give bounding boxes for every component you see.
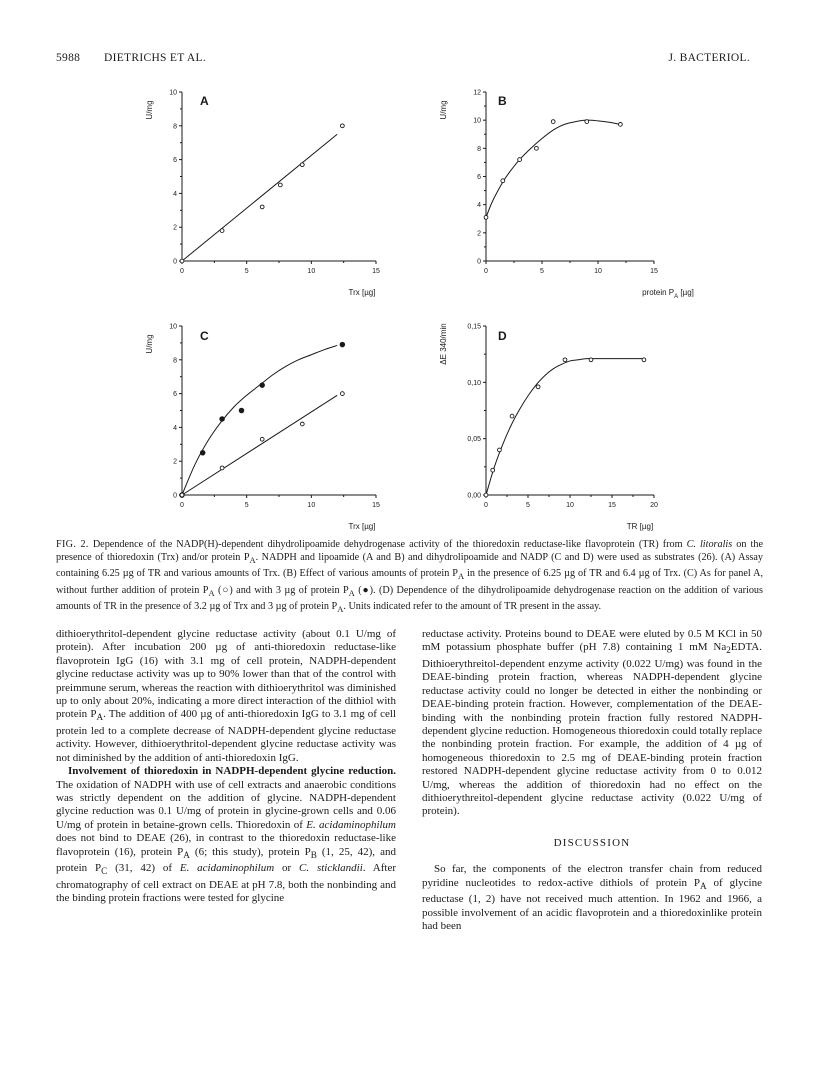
x-tick-label: 15	[372, 268, 380, 275]
running-head-journal: J. BACTERIOL.	[668, 52, 750, 64]
x-tick-label: 10	[307, 502, 316, 509]
x-tick-label: 5	[540, 268, 544, 275]
y-tick-label: 4	[477, 202, 481, 210]
y-tick-label: 0,05	[467, 436, 481, 444]
y-tick-label: 2	[173, 458, 177, 466]
chart-panel-a	[140, 80, 390, 305]
data-point-open	[278, 183, 282, 187]
x-tick-label: 0	[180, 502, 184, 509]
x-tick-label: 15	[608, 502, 616, 509]
chart-panel-c	[140, 312, 390, 537]
data-point-open	[536, 385, 540, 389]
paragraph: Involvement of thioredoxin in NADPH-dependent glycine reduction. The oxidation of NADPH with use of cell extracts and anaerobic conditions was strictly dependent on the addition of glycine. NADPH-dependent glycine reduction was 0.1 U/mg of protein in glycine-grown cells and 0.06 U/mg of protein in betaine-grown cells. Thioredoxin of E. acidaminophilum does not bind to DEAE (26), in contrast to the thioredoxin reductase-like flavoprotein (16), protein $P_A$ (6; this study), protein $P_B$ (1, 25, 42), and protein $P_C$ (31, 42) of E. acidaminophilum or C. sticklandii. After chromatography of cell extract on DEAE at pH 7.8, both the nonbinding and the binding protein fractions were tested for glycine	[56, 765, 396, 905]
data-point-open	[300, 422, 304, 426]
x-tick-label: 15	[650, 268, 658, 275]
body-column-right	[422, 628, 762, 934]
section-run-in-heading: Involvement of thioredoxin in NADPH-dependent glycine reduction.	[68, 765, 396, 778]
figure-caption: FIG. 2. Dependence of the NADP(H)-dependent dihydrolipoamide dehydrogenase activity of the thioredoxin reductase-like flavoprotein (TR) from C. litoralis on the presence of thioredoxin (Trx) and/or protein $P_A$. NADPH and lipoamide (A and B) and dihydrolipoamide and NADP (C and D) were used as substrates (26). (A) Assay containing 6.25 µg of TR and various amounts of Trx. (B) Effect of various amounts of protein $P_A$ in the presence of 6.25 µg of TR and 6.4 µg of Trx. (C) As for panel A, without further addition of protein $P_A$ (○) and with 3 µg of protein $P_A$ (●). (D) Dependence of the dihydrolipoamide dehydrogenase reaction on the addition of various amounts of TR in the presence of 3.2 µg of Trx and 3 µg of protein $P_A$. Units indicated refer to the amount of TR present in the assay.	[56, 539, 763, 614]
x-tick-label: 0	[484, 502, 488, 509]
section-heading-discussion: DISCUSSION	[553, 836, 631, 849]
x-tick-label: 5	[244, 268, 249, 275]
y-tick-label: 2	[173, 224, 177, 232]
data-point-open	[535, 146, 539, 150]
data-point-open	[260, 205, 264, 209]
data-point-filled	[260, 383, 265, 388]
y-tick-label: 4	[173, 424, 177, 432]
axes	[179, 92, 376, 264]
data-point-open	[340, 124, 344, 128]
fit-line	[182, 134, 337, 261]
y-axis-label: U/mg	[145, 100, 154, 120]
data-point-open	[589, 358, 593, 362]
y-tick-label: 0	[173, 492, 177, 500]
y-tick-label: 0	[477, 258, 481, 266]
x-tick-label: 5	[244, 502, 249, 509]
paragraph: reductase activity. Proteins bound to DEAE were eluted by 0.5 M KCl in 50 mM potassium phosphate buffer (pH 7.8) containing 1 mM $Na_2EDTA$. Dithioerythreitol-dependent enzyme activity (0.022 U/mg) was found in the DEAE-binding protein fraction, whereas NADPH-dependent glycine reductase activity could no longer be detected in either the nonbinding or DEAE-binding protein fraction. However, complementation of the DEAE-binding with the nonbinding protein fraction fully restored NADPH-dependent glycine reduction. Homogeneous thioredoxin could totally replace the nonbinding protein fraction. For example, the addition of 4 µg of homogeneous thioredoxin to 2.5 mg of DEAE-binding protein fraction restored NADPH-dependent glycine reductase activity from 0 to 0.012 U/mg, whereas the addition of thioredoxin had no effect on the dithioerythreitol-dependent glycine reductase activity (0.022 U/mg of protein).	[422, 628, 762, 818]
data-point-open	[300, 163, 304, 167]
y-tick-label: 0,15	[467, 323, 481, 331]
y-tick-label: 10	[473, 117, 481, 125]
axes	[483, 326, 654, 498]
x-axis-label: TR [µg]	[626, 522, 654, 531]
y-axis-label: ΔE 340/min	[439, 323, 448, 365]
data-point-open	[619, 122, 623, 126]
x-tick-label: 15	[372, 502, 380, 509]
data-point-open	[220, 466, 224, 470]
x-tick-label: 10	[594, 268, 602, 275]
data-point-open	[220, 229, 224, 233]
data-point-open	[498, 448, 502, 452]
data-point-open	[491, 468, 495, 472]
x-axis-label: protein $P_A$ [µg]	[642, 288, 694, 300]
axes	[483, 92, 654, 264]
page-number: 5988	[56, 52, 81, 64]
panel-label: B	[498, 94, 507, 108]
data-point-open	[518, 158, 522, 162]
figure-number: FIG. 2.	[56, 539, 89, 550]
fit-line	[182, 345, 337, 495]
axes	[179, 326, 376, 498]
panel-label: C	[200, 329, 209, 343]
x-tick-label: 10	[566, 502, 574, 509]
panel-label: A	[200, 94, 209, 108]
y-tick-label: 2	[477, 230, 481, 238]
y-tick-label: 4	[173, 190, 177, 198]
data-point-open	[585, 120, 589, 124]
data-point-open	[642, 358, 646, 362]
data-point-open	[260, 437, 264, 441]
y-tick-label: 8	[477, 145, 481, 153]
x-axis-label: Trx [µg]	[348, 522, 376, 531]
y-axis-label: U/mg	[145, 334, 154, 354]
panel-label: D	[498, 329, 507, 343]
chart-panel-d	[412, 312, 682, 537]
x-tick-label: 0	[180, 268, 184, 275]
data-point-open	[501, 179, 505, 183]
y-tick-label: 10	[169, 323, 177, 331]
data-point-open	[484, 493, 488, 497]
y-tick-label: 6	[173, 157, 177, 165]
x-axis-label: Trx [µg]	[348, 288, 376, 297]
x-tick-label: 10	[307, 268, 316, 275]
paragraph: dithioerythritol-dependent glycine reductase activity (about 0.1 U/mg of protein). After incubation 200 µg of anti-thioredoxin reductase-like flavoprotein IgG (16) with 3.1 mg of cell protein, NADPH-dependent glycine reductase activity was up to 90% lower than that of the control with preimmune serum, whereas the reaction with dithioerythritol was diminished up to only about 20%, indicating a more direct interaction of the dithiol with protein $P_A$. The addition of 400 µg of anti-thioredoxin IgG to 3.1 mg of cell protein led to a complete decrease of NADPH-dependent glycine reductase activity. However, dithioerythritol-dependent glycine reductase activity was not diminished by the addition of anti-thioredoxin IgG.	[56, 628, 397, 764]
body-column-left	[56, 628, 396, 906]
y-tick-label: 10	[169, 89, 177, 97]
paragraph: So far, the components of the electron transfer chain from reduced pyridine nucleotides to redox-active dithiols of protein $P_A$ of glycine reductase (1, 2) have not received much attention. In 1962 and 1966, a possible involvement of an acidic flavoprotein and a thioredoxinlike protein had been	[422, 863, 762, 933]
chart-panel-b	[412, 80, 694, 305]
y-tick-label: 0,10	[467, 379, 481, 387]
data-point-open	[551, 120, 555, 124]
y-tick-label: 6	[173, 391, 177, 399]
x-tick-label: 0	[484, 268, 488, 275]
data-point-filled	[200, 450, 205, 455]
fit-line	[486, 359, 644, 495]
data-point-open	[510, 414, 514, 418]
data-point-open	[180, 259, 184, 263]
x-tick-label: 5	[526, 502, 530, 509]
data-point-filled	[220, 417, 225, 422]
y-tick-label: 8	[173, 357, 177, 365]
y-tick-label: 0	[173, 258, 177, 266]
data-point-open	[340, 392, 344, 396]
data-point-open	[180, 493, 184, 497]
y-tick-label: 0,00	[467, 492, 481, 500]
data-point-filled	[340, 342, 345, 347]
fit-line	[486, 120, 620, 217]
y-axis-label: U/mg	[439, 100, 448, 120]
y-tick-label: 12	[473, 89, 481, 97]
data-point-filled	[239, 408, 244, 413]
y-tick-label: 8	[173, 123, 177, 131]
data-point-open	[484, 215, 488, 219]
running-head-authors: DIETRICHS ET AL.	[104, 52, 207, 64]
data-point-open	[563, 358, 567, 362]
x-tick-label: 20	[650, 502, 658, 509]
y-tick-label: 6	[477, 174, 481, 181]
